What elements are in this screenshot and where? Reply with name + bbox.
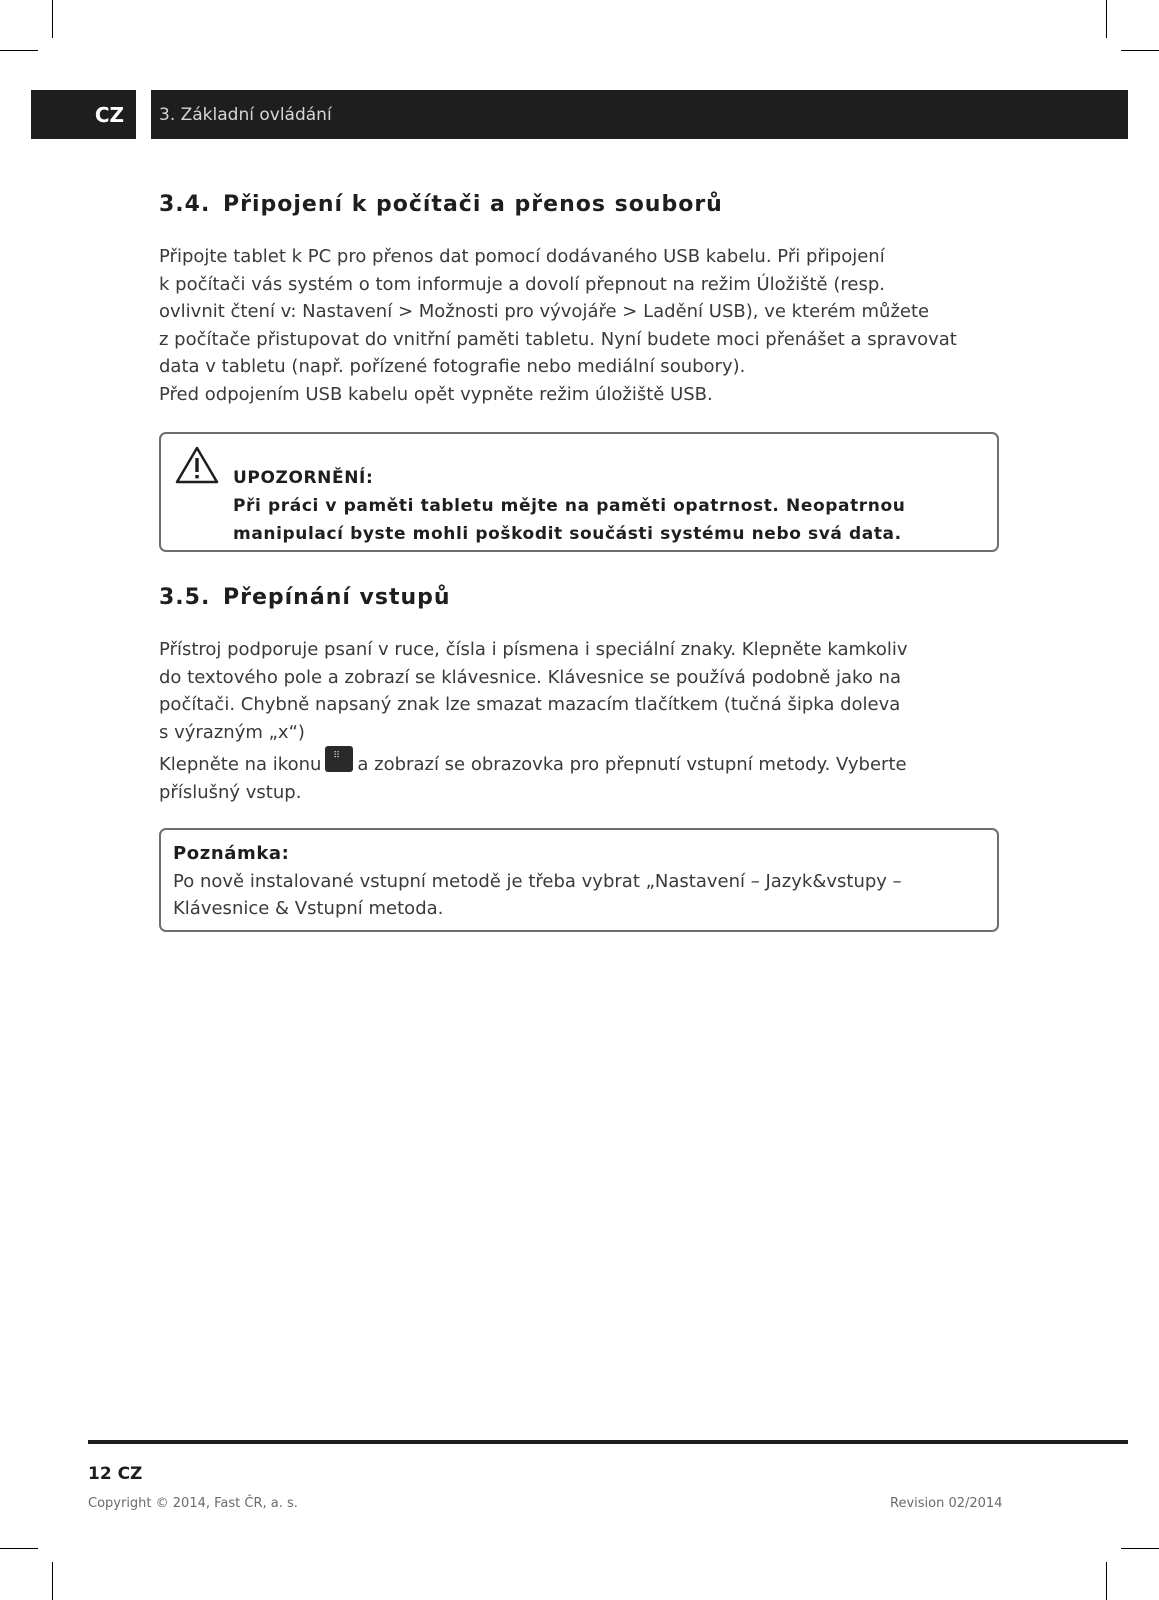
note-box [159, 828, 999, 932]
section-heading-3-5 [159, 585, 451, 610]
section-3-5-body [159, 636, 1009, 806]
warning-line: Při práci v paměti tabletu mějte na paměti opatrnost. Neopatrnou [233, 496, 906, 516]
crop-mark [1121, 1548, 1159, 1549]
body-line: k počítači vás systém o tom informuje a dovolí přepnout na režim Úložiště (resp. [159, 273, 885, 295]
body-line: Přístroj podporuje psaní v ruce, čísla i písmena i speciální znaky. Klepněte kamkoliv [159, 639, 908, 660]
body-line: data v tabletu (např. pořízené fotografie nebo mediální soubory). [159, 356, 746, 377]
body-line-with-icon [159, 746, 1009, 779]
warning-title: UPOZORNĚNÍ: [233, 468, 374, 488]
body-line: s výrazným „x“) [159, 721, 305, 743]
body-line: do textového pole a zobrazí se klávesnice. Klávesnice se používá podobně jako na [159, 666, 902, 688]
warning-triangle-icon [175, 446, 219, 484]
copyright-text: Copyright © 2014, Fast ČR, a. s. [88, 1496, 298, 1511]
body-line: počítači. Chybně napsaný znak lze smazat mazacím tlačítkem (tučná šipka doleva [159, 694, 901, 715]
header-chapter-bar [151, 90, 1128, 139]
icon-line-after: a zobrazí se obrazovka pro přepnutí vstupní metody. Vyberte [357, 754, 907, 775]
crop-mark [52, 1562, 53, 1600]
crop-mark [0, 50, 38, 51]
crop-mark [52, 0, 53, 38]
section-number: 3.5. [159, 585, 211, 610]
keyboard-icon: ⠿ [325, 746, 353, 772]
body-line: příslušný vstup. [159, 781, 302, 803]
section-number: 3.4. [159, 192, 211, 217]
crop-mark [0, 1548, 38, 1549]
note-line: Po nově instalované vstupní metodě je třeba vybrat „Nastavení – Jazyk&vstupy – [173, 870, 902, 892]
crop-mark [1106, 1562, 1107, 1600]
section-title: Přepínání vstupů [223, 585, 451, 610]
crop-mark [1121, 50, 1159, 51]
page-number: 12 CZ [88, 1464, 143, 1484]
revision-text: Revision 02/2014 [890, 1496, 1003, 1511]
chapter-title: 3. Základní ovládání [159, 104, 332, 125]
section-heading-3-4 [159, 192, 723, 217]
warning-line: manipulací byste mohli poškodit součásti systému nebo svá data. [233, 524, 902, 544]
body-line: ovlivnit čtení v: Nastavení > Možnosti pro vývojáře > Ladění USB), ve kterém můžete [159, 301, 930, 322]
crop-mark [1106, 0, 1107, 38]
footer-divider [88, 1440, 1128, 1444]
section-title: Připojení k počítači a přenos souborů [223, 192, 723, 217]
note-text [173, 840, 977, 923]
warning-box [159, 432, 999, 552]
note-title: Poznámka: [173, 843, 290, 864]
note-line: Klávesnice & Vstupní metoda. [173, 898, 444, 919]
header-language-badge: CZ [31, 90, 136, 139]
warning-text [233, 464, 977, 548]
body-line: z počítače přistupovat do vnitřní paměti tabletu. Nyní budete moci přenášet a spravovat [159, 328, 957, 350]
body-line: Před odpojením USB kabelu opět vypněte režim úložiště USB. [159, 383, 713, 405]
section-3-4-body [159, 243, 1009, 408]
body-line: Připojte tablet k PC pro přenos dat pomocí dodávaného USB kabelu. Při připojení [159, 246, 885, 267]
icon-line-before: Klepněte na ikonu [159, 754, 322, 775]
